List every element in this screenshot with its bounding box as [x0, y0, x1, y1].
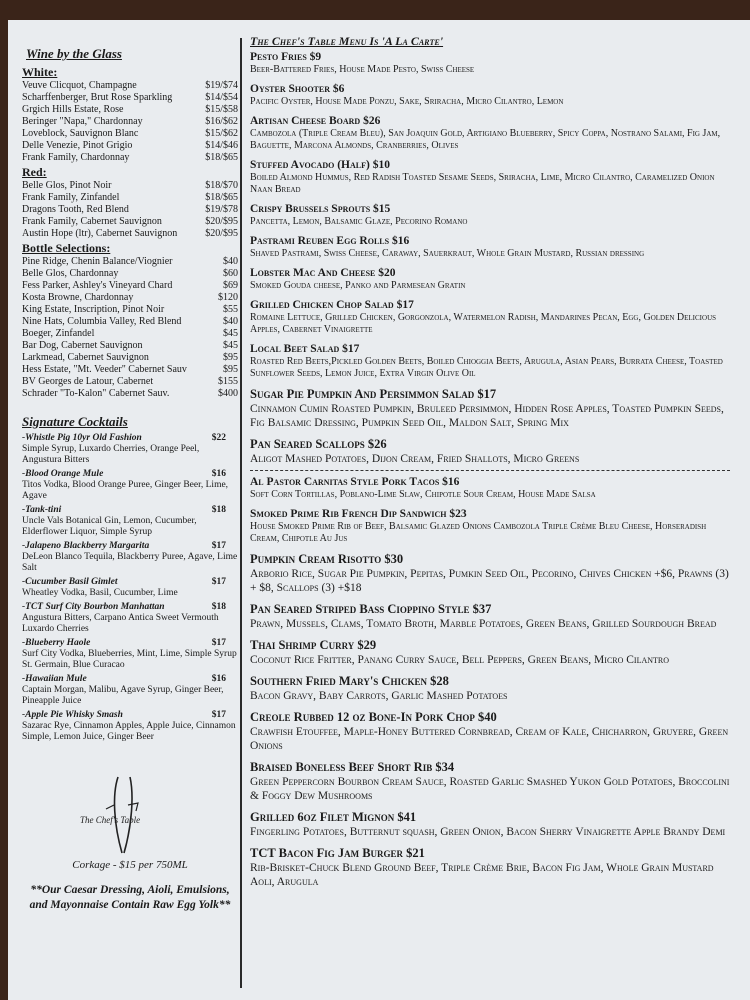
cocktail-header — [22, 505, 238, 516]
wine-price: $95 — [223, 352, 238, 363]
menu-item-name: Grilled 6oz Filet Mignon $41 — [250, 810, 417, 824]
menu-item — [250, 159, 736, 196]
menu-item — [250, 115, 736, 152]
wine-name: Schrader "To-Kalon" Cabernet Sauv. — [22, 388, 170, 399]
wine-price: $14/$46 — [205, 140, 238, 151]
wine-price: $20/$95 — [205, 228, 238, 239]
menu-item-name: Pan Seared Scallops $26 — [250, 437, 387, 451]
wine-name: Pine Ridge, Chenin Balance/Viognier — [22, 256, 173, 267]
cocktail-name: -Cucumber Basil Gimlet — [22, 577, 118, 587]
wine-row — [22, 128, 238, 140]
wine-row — [22, 388, 238, 400]
menu-item-name: Braised Boneless Beef Short Rib $34 — [250, 760, 455, 774]
wine-price: $15/$58 — [205, 104, 238, 115]
corkage-note: Corkage - $15 per 750ML — [72, 859, 188, 871]
menu-item-description: Beer-Battered Fries, House Made Pesto, Swiss Cheese — [250, 64, 475, 75]
cocktail-price: $16 — [211, 674, 226, 684]
wine-name: BV Georges de Latour, Cabernet — [22, 376, 154, 387]
cocktail-description: Captain Morgan, Malibu, Agave Syrup, Ginger Beer, Pineapple Juice — [22, 685, 224, 706]
wine-name: Veuve Clicquot, Champagne — [22, 80, 137, 91]
cocktail-price: $16 — [211, 469, 226, 479]
menu-item-name: Al Pastor Carnitas Style Pork Tacos $16 — [250, 476, 460, 488]
menu-item-description: Smoked Gouda cheese, Panko and Parmesean Gratin — [250, 280, 466, 291]
wine-price: $40 — [223, 316, 238, 327]
menu-item-description: House Smoked Prime Rib of Beef, Balsamic Glazed Onions Cambozola Triple Crème Bleu Cheese, Horseradish Cream, Chipotle Au Jus — [250, 521, 707, 544]
cocktail-name: -Jalapeno Blackberry Margarita — [22, 541, 150, 551]
menu-item-name: Thai Shrimp Curry $29 — [250, 638, 377, 652]
wine-name: Frank Family, Cabernet Sauvignon — [22, 216, 162, 227]
menu-item-name: Pastrami Reuben Egg Rolls $16 — [250, 235, 410, 247]
cocktail-price: $17 — [211, 710, 226, 720]
menu-item-description: Crawfish Etouffee, Maple-Honey Buttered Cornbread, Cream of Kale, Chicharron, Gruyere, Green Onions — [250, 726, 729, 752]
wine-name: Grgich Hills Estate, Rose — [22, 104, 124, 115]
food-list — [250, 51, 736, 466]
cocktail-name: -Whistle Pig 10yr Old Fashion — [22, 433, 142, 443]
wine-row — [22, 116, 238, 128]
white-heading: White: — [22, 65, 58, 79]
menu-item-description: Pancetta, Lemon, Balsamic Glaze, Pecorino Romano — [250, 216, 468, 227]
menu-item — [250, 552, 736, 595]
menu-sheet — [8, 20, 750, 1000]
wine-name: Kosta Browne, Chardonnay — [22, 292, 134, 303]
menu-item-name: Artisan Cheese Board $26 — [250, 115, 381, 127]
menu-item-description: Bacon Gravy, Baby Carrots, Garlic Mashed Potatoes — [250, 690, 508, 702]
cocktail-price: $18 — [211, 505, 226, 515]
cocktail-list — [22, 433, 238, 743]
cocktail-header — [22, 541, 238, 552]
menu-item — [250, 343, 736, 380]
wine-row — [22, 180, 238, 192]
wine-price: $20/$95 — [205, 216, 238, 227]
wine-name: Scharffenberger, Brut Rose Sparkling — [22, 92, 173, 103]
cocktail-item — [22, 541, 238, 574]
cocktail-header — [22, 577, 238, 588]
menu-item — [250, 203, 736, 228]
wine-price: $400 — [218, 388, 238, 399]
cocktail-price: $17 — [211, 541, 226, 551]
cocktails-title: Signature Cocktails — [22, 414, 128, 429]
wine-price: $55 — [223, 304, 238, 315]
menu-item-description: Romaine Lettuce, Grilled Chicken, Gorgonzola, Watermelon Radish, Mandarines Pecan, Egg, Golden Delicious Apples, Cabernet Vinaigrette — [250, 312, 717, 335]
menu-item — [250, 299, 736, 336]
food-column — [250, 34, 736, 896]
menu-item — [250, 508, 736, 545]
cocktail-header — [22, 602, 238, 613]
cocktail-description: Titos Vodka, Blood Orange Puree, Ginger Beer, Lime, Agave — [22, 480, 229, 501]
menu-title: The Chef's Table Menu Is 'A La Carte' — [250, 34, 444, 48]
section-rule — [250, 470, 730, 472]
menu-item — [250, 476, 736, 501]
wine-name: Belle Glos, Pinot Noir — [22, 180, 112, 191]
menu-item — [250, 267, 736, 292]
cocktail-name: -Apple Pie Whisky Smash — [22, 710, 123, 720]
cocktail-description: Uncle Vals Botanical Gin, Lemon, Cucumber, Elderflower Liquor, Simple Syrup — [22, 516, 197, 537]
menu-item-description: Rib-Brisket-Chuck Blend Ground Beef, Triple Crème Brie, Bacon Fig Jam, Whole Grain Mustard Aoli, Arugula — [250, 862, 714, 888]
menu-item — [250, 437, 736, 466]
wine-row — [22, 192, 238, 204]
menu-item-name: Creole Rubbed 12 oz Bone-In Pork Chop $40 — [250, 710, 497, 724]
menu-item-name: TCT Bacon Fig Jam Burger $21 — [250, 846, 425, 860]
wine-row — [22, 292, 238, 304]
menu-item-description: Arborio Rice, Sugar Pie Pumpkin, Pepitas, Pumkin Seed Oil, Pecorino, Chives Chicken +$6, Prawns (3) + $8, Scallops (3) +$18 — [250, 568, 729, 594]
wine-price: $18/$65 — [205, 192, 238, 203]
menu-item-name: Oyster Shooter $6 — [250, 83, 345, 95]
wine-price: $95 — [223, 364, 238, 375]
menu-item-name: Stuffed Avocado (Half) $10 — [250, 159, 390, 171]
wine-price: $16/$62 — [205, 116, 238, 127]
wine-name: King Estate, Inscription, Pinot Noir — [22, 304, 165, 315]
wine-name: Boeger, Zinfandel — [22, 328, 95, 339]
menu-item-description: Boiled Almond Hummus, Red Radish Toasted Sesame Seeds, Sriracha, Lime, Micro Cilantro, Caramelized Onion Naan Bread — [250, 172, 715, 195]
wine-price: $15/$62 — [205, 128, 238, 139]
cocktail-description: Surf City Vodka, Blueberries, Mint, Lime, Simple Syrup St. Germain, Blue Curacao — [22, 649, 237, 670]
menu-item — [250, 602, 736, 631]
wine-price: $18/$65 — [205, 152, 238, 163]
cocktail-item — [22, 710, 238, 743]
menu-item-name: Lobster Mac And Cheese $20 — [250, 267, 396, 279]
wine-name: Loveblock, Sauvignon Blanc — [22, 128, 139, 139]
cocktail-item — [22, 469, 238, 502]
red-heading: Red: — [22, 165, 47, 179]
menu-item — [250, 387, 736, 430]
menu-item-description: Soft Corn Tortillas, Poblano-Lime Slaw, Chipotle Sour Cream, House Made Salsa — [250, 489, 596, 500]
menu-item — [250, 810, 736, 839]
wine-price: $120 — [218, 292, 238, 303]
wine-row — [22, 140, 238, 152]
cocktail-price: $18 — [211, 602, 226, 612]
entree-list — [250, 476, 736, 889]
menu-item-description: Prawn, Mussels, Clams, Tomato Broth, Marble Potatoes, Green Beans, Grilled Sourdough Bread — [250, 618, 717, 630]
menu-item-description: Green Peppercorn Bourbon Cream Sauce, Roasted Garlic Smashed Yukon Gold Potatoes, Broccolini & Foggy Dew Mushrooms — [250, 776, 730, 802]
wine-row — [22, 376, 238, 388]
wine-row — [22, 352, 238, 364]
menu-item-description: Pacific Oyster, House Made Ponzu, Sake, Sriracha, Micro Cilantro, Lemon — [250, 96, 564, 107]
chefs-table-logo — [78, 775, 170, 855]
cocktail-description: Wheatley Vodka, Basil, Cucumber, Lime — [22, 588, 178, 598]
wine-name: Dragons Tooth, Red Blend — [22, 204, 129, 215]
menu-item-description: Roasted Red Beets,Pickled Golden Beets, Boiled Chioggia Beets, Arugula, Asian Pears, Burrata Cheese, Toasted Sunflower Seeds, Lemon Juice, Extra Virgin Olive Oil — [250, 356, 723, 379]
cocktail-item — [22, 505, 238, 538]
menu-item-description: Fingerling Potatoes, Butternut squash, Green Onion, Bacon Sherry Vinaigrette Apple Brandy Demi — [250, 826, 726, 838]
cocktail-description: Simple Syrup, Luxardo Cherries, Orange Peel, Angustura Bitters — [22, 444, 200, 465]
menu-item — [250, 760, 736, 803]
bottle-heading: Bottle Selections: — [22, 241, 111, 255]
wine-row — [22, 304, 238, 316]
menu-item-description: Coconut Rice Fritter, Panang Curry Sauce, Bell Peppers, Green Beans, Micro Cilantro — [250, 654, 670, 666]
wine-row — [22, 316, 238, 328]
menu-item-description: Cambozola (Triple Cream Bleu), San Joaquin Gold, Artigiano Blueberry, Spicy Coppa, Nostrano Salami, Fig Jam, Baguette, Marcona Almonds, Cranberries, Olives — [250, 128, 721, 151]
cocktail-item — [22, 638, 238, 671]
wine-row — [22, 228, 238, 240]
cocktail-description: Angustura Bitters, Carpano Antica Sweet Vermouth Luxardo Cherries — [22, 613, 219, 634]
wine-row — [22, 256, 238, 268]
raw-egg-warning: **Our Caesar Dressing, Aioli, Emulsions, and Mayonnaise Contain Raw Egg Yolk** — [29, 884, 231, 911]
wine-row — [22, 80, 238, 92]
cocktail-description: Sazarac Rye, Cinnamon Apples, Apple Juice, Cinnamon Simple, Lemon Juice, Ginger Beer — [22, 721, 236, 742]
wine-price: $19/$74 — [205, 80, 238, 91]
wine-row — [22, 216, 238, 228]
bottle-wine-list — [22, 256, 238, 400]
menu-item-description: Cinnamon Cumin Roasted Pumpkin, Bruleed Persimmon, Hidden Rose Apples, Toasted Pumpkin Seeds, Fig Balsamic Dressing, Pumpkin Seed Oil, Maldon Salt, Spring Mix — [250, 403, 724, 429]
menu-item-name: Pesto Fries $9 — [250, 51, 322, 63]
cocktail-item — [22, 674, 238, 707]
cocktail-header — [22, 433, 238, 444]
wine-name: Frank Family, Zinfandel — [22, 192, 120, 203]
menu-item — [250, 710, 736, 753]
menu-item-name: Southern Fried Mary's Chicken $28 — [250, 674, 449, 688]
wine-row — [22, 328, 238, 340]
cocktail-header — [22, 674, 238, 685]
menu-item-name: Smoked Prime Rib French Dip Sandwich $23 — [250, 508, 467, 520]
wine-row — [22, 104, 238, 116]
menu-item — [250, 51, 736, 76]
wine-name: Fess Parker, Ashley's Vineyard Chard — [22, 280, 173, 291]
cocktail-name: -Blueberry Haole — [22, 638, 91, 648]
cocktail-price: $22 — [211, 433, 226, 443]
wine-price: $155 — [218, 376, 238, 387]
menu-item — [250, 83, 736, 108]
cocktail-name: -TCT Surf City Bourbon Manhattan — [22, 602, 165, 612]
wine-price: $40 — [223, 256, 238, 267]
fork-knife-icon — [78, 775, 170, 855]
menu-item-name: Crispy Brussels Sprouts $15 — [250, 203, 391, 215]
wine-row — [22, 280, 238, 292]
wine-price: $45 — [223, 328, 238, 339]
menu-item-name: Pan Seared Striped Bass Cioppino Style $37 — [250, 602, 492, 616]
wine-price: $14/$54 — [205, 92, 238, 103]
column-divider — [240, 38, 242, 988]
cocktail-header — [22, 638, 238, 649]
menu-item-name: Pumpkin Cream Risotto $30 — [250, 552, 404, 566]
menu-item — [250, 638, 736, 667]
wine-name: Austin Hope (ltr), Cabernet Sauvignon — [22, 228, 178, 239]
wine-row — [22, 204, 238, 216]
cocktail-name: -Hawaiian Mule — [22, 674, 87, 684]
wine-name: Beringer "Napa," Chardonnay — [22, 116, 143, 127]
wine-name: Bar Dog, Cabernet Sauvignon — [22, 340, 143, 351]
wine-row — [22, 92, 238, 104]
menu-item — [250, 846, 736, 889]
red-wine-list — [22, 180, 238, 240]
wine-name: Nine Hats, Columbia Valley, Red Blend — [22, 316, 182, 327]
menu-item-name: Local Beet Salad $17 — [250, 343, 360, 355]
menu-item — [250, 674, 736, 703]
wine-row — [22, 152, 238, 164]
cocktail-header — [22, 710, 238, 721]
wine-name: Frank Family, Chardonnay — [22, 152, 130, 163]
menu-item-name: Sugar Pie Pumpkin And Persimmon Salad $17 — [250, 387, 497, 401]
cocktail-item — [22, 433, 238, 466]
cocktail-name: -Blood Orange Mule — [22, 469, 104, 479]
wine-name: Larkmead, Cabernet Sauvignon — [22, 352, 149, 363]
wine-price: $19/$78 — [205, 204, 238, 215]
wine-price: $60 — [223, 268, 238, 279]
logo-wordmark: The Chef's Table — [80, 815, 141, 825]
wine-name: Delle Venezie, Pinot Grigio — [22, 140, 133, 151]
cocktail-price: $17 — [211, 638, 226, 648]
cocktail-item — [22, 577, 238, 599]
wine-row — [22, 268, 238, 280]
menu-item-description: Shaved Pastrami, Swiss Cheese, Caraway, Sauerkraut, Whole Grain Mustard, Russian dressing — [250, 248, 645, 259]
wine-row — [22, 364, 238, 376]
wine-name: Belle Glos, Chardonnay — [22, 268, 119, 279]
wine-price: $18/$70 — [205, 180, 238, 191]
drinks-column — [22, 46, 238, 913]
cocktail-description: DeLeon Blanco Tequila, Blackberry Puree, Agave, Lime Salt — [22, 552, 238, 573]
cocktail-header — [22, 469, 238, 480]
wine-price: $45 — [223, 340, 238, 351]
menu-item — [250, 235, 736, 260]
cocktail-item — [22, 602, 238, 635]
menu-item-description: Aligot Mashed Potatoes, Dijon Cream, Fried Shallots, Micro Greens — [250, 453, 580, 465]
white-wine-list — [22, 80, 238, 164]
menu-item-name: Grilled Chicken Chop Salad $17 — [250, 299, 414, 311]
wine-name: Hess Estate, "Mt. Veeder" Cabernet Sauv — [22, 364, 187, 375]
wine-row — [22, 340, 238, 352]
cocktail-price: $17 — [211, 577, 226, 587]
wine-price: $69 — [223, 280, 238, 291]
cocktail-name: -Tank-tini — [22, 505, 62, 515]
wine-title: Wine by the Glass — [26, 46, 122, 61]
